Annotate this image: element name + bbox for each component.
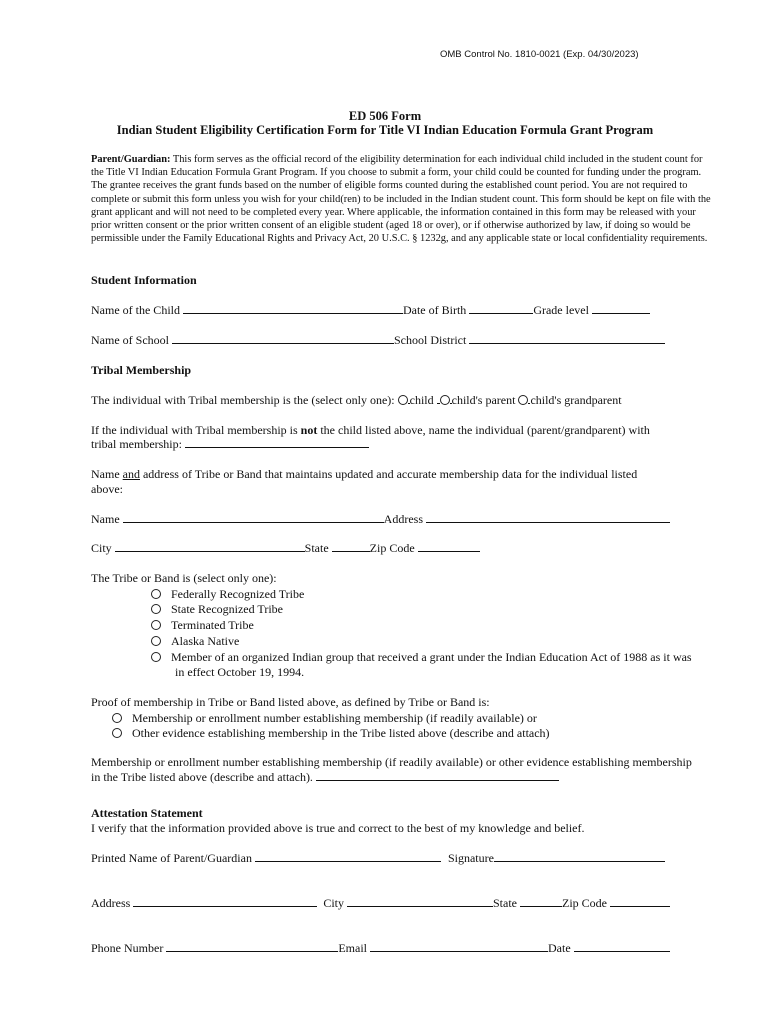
attest-address-row bbox=[91, 896, 670, 911]
attest-zip-field[interactable] bbox=[610, 896, 670, 907]
attest-address-field[interactable] bbox=[133, 896, 317, 907]
proof-option[interactable] bbox=[112, 711, 537, 726]
radio-parent-label: child's parent bbox=[451, 393, 516, 407]
tribe-type-label: The Tribe or Band is (select only one): bbox=[91, 571, 277, 585]
printed-name-field[interactable] bbox=[255, 851, 441, 862]
radio-federal[interactable] bbox=[151, 589, 161, 599]
tribe-address-field[interactable] bbox=[426, 512, 670, 523]
school-name-label: Name of School bbox=[91, 333, 169, 347]
tribe-zip-field[interactable] bbox=[418, 541, 480, 552]
attest-text: I verify that the information provided above is true and correct to the best of my knowledge and belief. bbox=[91, 821, 585, 835]
attest-city-label: City bbox=[323, 896, 344, 910]
attest-state-field[interactable] bbox=[520, 896, 562, 907]
printed-name-label: Printed Name of Parent/Guardian bbox=[91, 851, 252, 865]
tribe-type-terminated: Terminated Tribe bbox=[171, 618, 254, 632]
tribe-zip-label: Zip Code bbox=[369, 541, 415, 555]
tribe-type-option[interactable] bbox=[151, 634, 239, 649]
radio-child-label: child bbox=[409, 393, 434, 407]
not-child-bold: not bbox=[300, 423, 318, 437]
phone-field[interactable] bbox=[166, 941, 338, 952]
tribe-address-line1 bbox=[91, 467, 637, 482]
not-child-pre: If the individual with Tribal membership is bbox=[91, 423, 301, 437]
attest-heading: Attestation Statement bbox=[91, 806, 203, 820]
child-name-field[interactable] bbox=[183, 303, 403, 314]
student-info-heading: Student Information bbox=[91, 273, 197, 287]
addr-pre: Name bbox=[91, 467, 123, 481]
member-who-label: The individual with Tribal membership is the (select only one): bbox=[91, 393, 395, 407]
radio-grandparent-label: child's grandparent bbox=[530, 393, 622, 407]
attest-address-label: Address bbox=[91, 896, 131, 910]
tribe-type-cont: in effect October 19, 1994. bbox=[175, 665, 305, 679]
radio-parent[interactable] bbox=[440, 395, 450, 405]
form-title: Indian Student Eligibility Certification Form for Title VI Indian Education Formula Grant Program bbox=[116, 123, 654, 137]
school-name-field[interactable] bbox=[172, 333, 394, 344]
signature-field[interactable] bbox=[494, 851, 665, 862]
grade-label: Grade level bbox=[533, 303, 589, 317]
omb-control-number: OMB Control No. 1810-0021 (Exp. 04/30/2023) bbox=[440, 49, 639, 60]
radio-terminated[interactable] bbox=[151, 620, 161, 630]
tribe-city-label: City bbox=[91, 541, 112, 555]
tribe-name-label: Name bbox=[91, 512, 120, 526]
tribe-type-alaska: Alaska Native bbox=[171, 634, 240, 648]
proof-number-label: Membership or enrollment number establishing membership (if readily available) or bbox=[132, 711, 537, 725]
not-child-line1 bbox=[91, 423, 650, 438]
intro-label: Parent/Guardian: bbox=[91, 154, 171, 165]
proof-other-label: Other evidence establishing membership in the Tribe listed above (describe and attach) bbox=[132, 726, 550, 740]
contact-row bbox=[91, 941, 670, 956]
intro-text: This form serves as the official record of the eligibility determination for each individual child included in the student count for the Title VI Indian Education Formula Grant Program. If you choose to submit a form, your child could be counted for funding under the program. The grantee receives the grant funds based on the number of eligible forms counted during the established count period. You are not required to complete or submit this form unless you wish for your child(ren) to be included in the Indian student count. This form should be kept on file with the grant applicant and will not need to be completed every year. Where applicable, the information contained in this form may be released with your prior written consent or the prior written consent of an eligible student (aged 18 or over), or if otherwise authorized by law, if doing so would be permissible under the Family Educational Rights and Privacy Act, 20 U.S.C. § 1232g, and any applicable state or local confidentiality requirements. bbox=[91, 154, 711, 245]
tribe-city-row bbox=[91, 541, 480, 556]
tribe-address-label: Address bbox=[383, 512, 423, 526]
school-row bbox=[91, 333, 665, 348]
evidence-line2 bbox=[91, 770, 559, 785]
grade-field[interactable] bbox=[592, 303, 650, 314]
intro-paragraph bbox=[91, 153, 716, 245]
attest-zip-label: Zip Code bbox=[562, 896, 607, 910]
tribe-type-option[interactable] bbox=[151, 602, 283, 617]
tribe-type-option[interactable] bbox=[151, 618, 254, 633]
date-label: Date bbox=[548, 941, 571, 955]
tribe-city-field[interactable] bbox=[115, 541, 305, 552]
not-child-line2 bbox=[91, 437, 369, 452]
proof-label: Proof of membership in Tribe or Band listed above, as defined by Tribe or Band is: bbox=[91, 695, 490, 709]
radio-proof-number[interactable] bbox=[112, 713, 122, 723]
radio-state[interactable] bbox=[151, 604, 161, 614]
attest-state-label: State bbox=[493, 896, 517, 910]
radio-child[interactable] bbox=[398, 395, 408, 405]
tribe-state-label: State bbox=[304, 541, 329, 555]
tribal-heading: Tribal Membership bbox=[91, 363, 192, 377]
radio-alaska[interactable] bbox=[151, 636, 161, 646]
tribe-name-row bbox=[91, 512, 670, 527]
tribal-member-label: tribal membership: bbox=[91, 437, 182, 451]
radio-grandparent[interactable] bbox=[518, 395, 528, 405]
evidence-line1: Membership or enrollment number establishing membership (if readily available) or other evidence establishing membership bbox=[91, 755, 692, 769]
radio-organized-group[interactable] bbox=[151, 652, 161, 662]
tribe-type-option[interactable] bbox=[151, 650, 692, 665]
addr-and: and bbox=[122, 467, 140, 481]
child-name-label: Name of the Child bbox=[91, 303, 180, 317]
dob-label: Date of Birth bbox=[402, 303, 467, 317]
dob-field[interactable] bbox=[469, 303, 533, 314]
email-label: Email bbox=[338, 941, 367, 955]
tribe-type-state: State Recognized Tribe bbox=[171, 602, 283, 616]
form-id: ED 506 Form bbox=[348, 109, 422, 123]
tribe-address-line2: above: bbox=[91, 482, 123, 496]
email-field[interactable] bbox=[370, 941, 548, 952]
radio-proof-other[interactable] bbox=[112, 728, 122, 738]
not-child-post: the child listed above, name the individual (parent/grandparent) with bbox=[317, 423, 650, 437]
evidence-field[interactable] bbox=[316, 770, 559, 781]
tribe-state-field[interactable] bbox=[332, 541, 370, 552]
signature-label: Signature bbox=[447, 851, 494, 865]
school-district-label: School District bbox=[393, 333, 467, 347]
printed-name-row bbox=[91, 851, 665, 866]
phone-label: Phone Number bbox=[91, 941, 164, 955]
addr-post: address of Tribe or Band that maintains updated and accurate membership data for the individual listed bbox=[139, 467, 638, 481]
member-who-row bbox=[91, 393, 622, 408]
tribe-type-option[interactable] bbox=[151, 587, 304, 602]
evidence-label: in the Tribe listed above (describe and attach). bbox=[91, 770, 313, 784]
child-row bbox=[91, 303, 650, 318]
tribal-member-field[interactable] bbox=[185, 437, 369, 448]
tribe-type-federal: Federally Recognized Tribe bbox=[171, 587, 305, 601]
date-field[interactable] bbox=[574, 941, 670, 952]
tribe-name-field[interactable] bbox=[123, 512, 384, 523]
school-district-field[interactable] bbox=[469, 333, 665, 344]
proof-option[interactable] bbox=[112, 726, 550, 741]
tribe-type-organized-group: Member of an organized Indian group that received a grant under the Indian Education Act of 1988 as it was bbox=[171, 650, 692, 664]
attest-city-field[interactable] bbox=[347, 896, 493, 907]
